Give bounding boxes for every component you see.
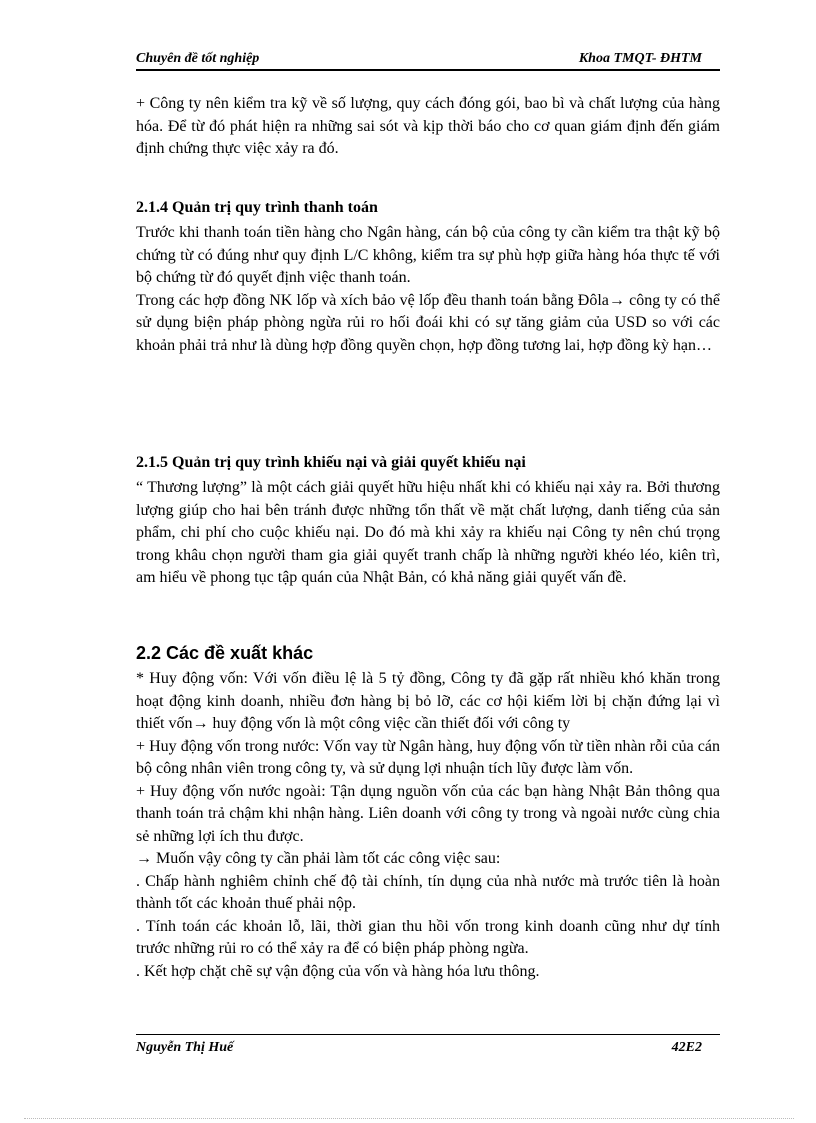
paragraph: * Huy động vốn: Với vốn điều lệ là 5 tỷ đồng, Công ty đã gặp rất nhiều khó khăn trong hoạt động kinh doanh, nhiều đơn hàng bị bỏ lỡ, các cơ hội kiếm lời bị chặn đứng lại vì thiết vốn→ huy động vốn là một công việc cần thiết đối với công ty: [136, 670, 720, 732]
footer-author: Nguyễn Thị Huế: [136, 1040, 234, 1055]
section-2-1-4-heading: 2.1.4 Quản trị quy trình thanh toán: [136, 199, 378, 216]
paragraph: . Tính toán các khoản lỗ, lãi, thời gian thu hồi vốn trong kinh doanh cũng như dự tính trước những rủi ro có thể xảy ra để có biện pháp phòng ngừa.: [136, 917, 720, 957]
section-2-1-5-heading: 2.1.5 Quản trị quy trình khiếu nại và giải quyết khiếu nại: [136, 454, 526, 471]
page-header: [136, 47, 720, 71]
section-2-1-4-body: [136, 222, 720, 357]
header-faculty: Khoa TMQT- ĐHTM: [578, 51, 702, 66]
paragraph: Trước khi thanh toán tiền hàng cho Ngân hàng, cán bộ của công ty cần kiểm tra thật kỹ bộ chứng từ có đúng như quy định L/C không, kiểm tra sự phù hợp giữa hàng hóa thực tế với bộ chứng từ đó quyết định việc thanh toán.: [136, 224, 720, 286]
footer-class: 42E2: [671, 1040, 702, 1055]
page-edge-divider: [24, 1118, 794, 1119]
paragraph: → Muốn vậy công ty cần phải làm tốt các công việc sau:: [136, 850, 501, 867]
paragraph: . Chấp hành nghiêm chỉnh chế độ tài chính, tín dụng của nhà nước mà trước tiên là hoàn thành tốt các khoản thuế phải nộp.: [136, 872, 720, 912]
paragraph: Trong các hợp đồng NK lốp và xích bảo vệ lốp đều thanh toán bằng Đôla→ công ty có thể sử dụng biện pháp phòng ngừa rủi ro hối đoái khi có sự tăng giảm của USD so với các khoản phải trả như là dùng hợp đồng quyền chọn, hợp đồng tương lai, hợp đồng kỳ hạn…: [136, 291, 720, 354]
paragraph: . Kết hợp chặt chẽ sự vận động của vốn và hàng hóa lưu thông.: [136, 962, 540, 980]
paragraph: “ Thương lượng” là một cách giải quyết hữu hiệu nhất khi có khiếu nại xảy ra. Bởi thương lượng giúp cho hai bên tránh được những tổn thất về mặt chất lượng, danh tiếng của sản phẩm, chi phí cho cuộc khiếu nại. Do đó mà khi xảy ra khiếu nại Công ty nên chú trọng trong khâu chọn người tham gia giải quyết tranh chấp là những người khéo léo, kiên trì, am hiểu về phong tục tập quán của Nhật Bản, có khả năng giải quyết vấn đề.: [136, 479, 720, 586]
paragraph: + Công ty nên kiểm tra kỹ về số lượng, quy cách đóng gói, bao bì và chất lượng của hàng hóa. Để từ đó phát hiện ra những sai sót và kịp thời báo cho cơ quan giám định đến giám định chứng thực việc xảy ra đó.: [136, 95, 720, 157]
page-footer: [136, 1034, 720, 1061]
section-2-2-heading: 2.2 Các đề xuất khác: [136, 643, 314, 663]
header-title: Chuyên đề tốt nghiệp: [136, 51, 260, 66]
intro-paragraph: [136, 93, 720, 161]
section-2-1-5-body: [136, 477, 720, 590]
section-2-2-body: [136, 668, 720, 983]
paragraph: + Huy động vốn nước ngoài: Tận dụng nguồn vốn của các bạn hàng Nhật Bản thông qua thanh toán trả chậm khi nhận hàng. Liên doanh với công ty trong và ngoài nước cùng chia sẻ những lợi ích thu được.: [136, 782, 720, 845]
paragraph: + Huy động vốn trong nước: Vốn vay từ Ngân hàng, huy động vốn từ tiền nhàn rỗi của cán bộ công nhân viên trong công ty, và sử dụng lợi nhuận tích lũy được làm vốn.: [136, 737, 720, 777]
